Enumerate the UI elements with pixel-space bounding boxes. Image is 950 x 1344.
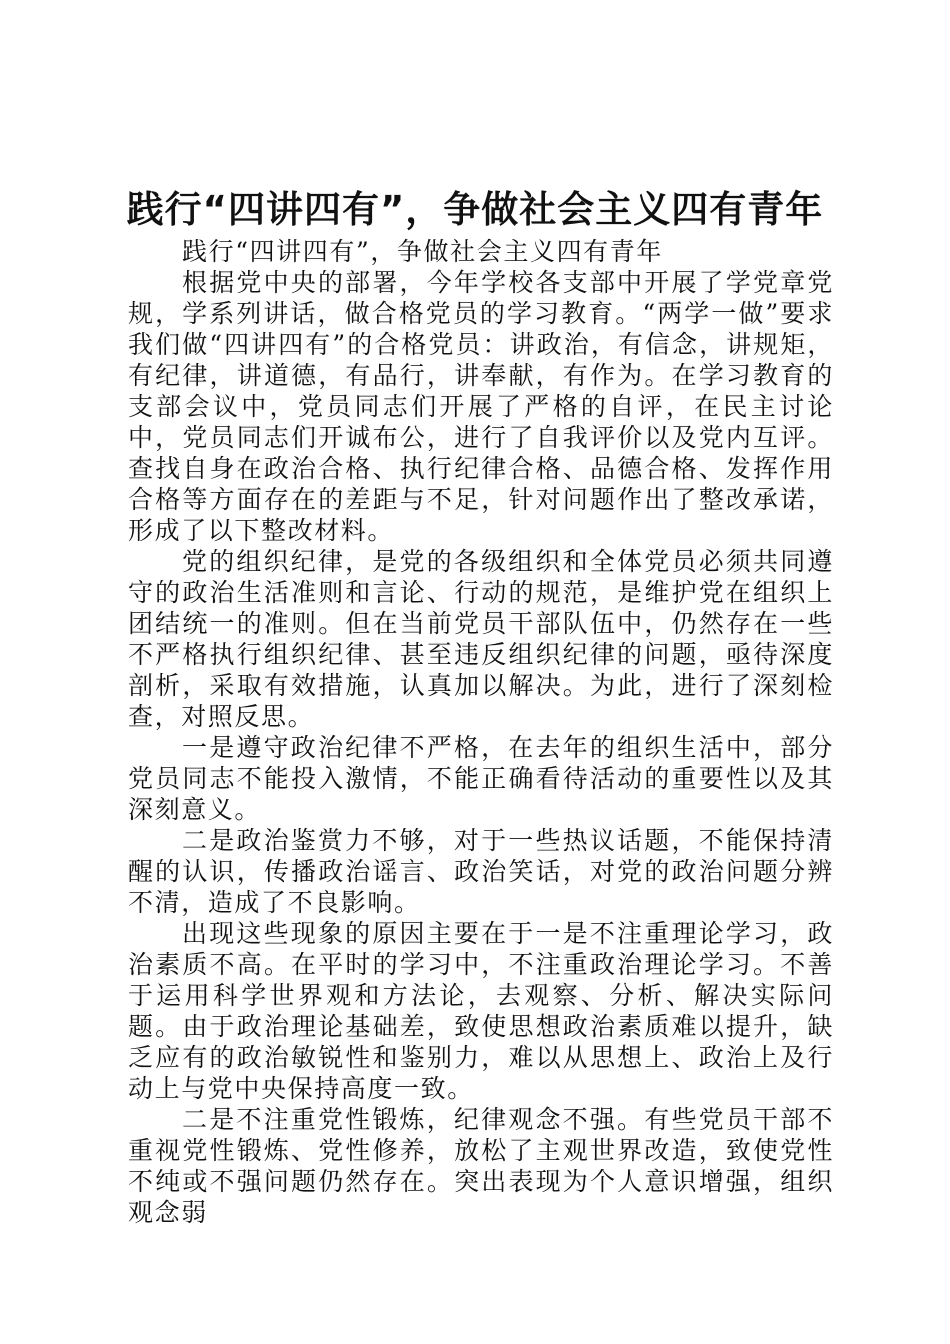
- paragraph-issue-two: 二是政治鉴赏力不够，对于一些热议话题，不能保持清醒的认识，传播政治谣言、政治笑话，对党的政治问题分辨不清，造成了不良影响。: [128, 826, 834, 917]
- paragraph-background: 根据党中央的部署，今年学校各支部中开展了学党章党规，学系列讲话，做合格党员的学习教育。“两学一做”要求我们做“四讲四有”的合格党员：讲政治，有信念，讲规矩，有纪律，讲道德，有品行，讲奉献，有作为。在学习教育的支部会议中，党员同志们开展了严格的自评，在民主讨论中，党员同志们开诚布公，进行了自我评价以及党内互评。查找自身在政治合格、执行纪律合格、品德合格、发挥作用合格等方面存在的差距与不足，针对问题作出了整改承诺，形成了以下整改材料。: [128, 268, 834, 545]
- document-body: [128, 236, 834, 1228]
- paragraph-organizational-discipline: 党的组织纪律，是党的各级组织和全体党员必须共同遵守的政治生活准则和言论、行动的规范，是维护党在组织上团结统一的准则。但在当前党员干部队伍中，仍然存在一些不严格执行组织纪律、甚至违反组织纪律的问题，亟待深度剖析，采取有效措施，认真加以解决。为此，进行了深刻检查，对照反思。: [128, 547, 834, 731]
- paragraph-subtitle: 践行“四讲四有”，争做社会主义四有青年: [182, 237, 663, 266]
- paragraph-issue-one: 一是遵守政治纪律不严格，在去年的组织生活中，部分党员同志不能投入激情，不能正确看待活动的重要性以及其深刻意义。: [128, 733, 834, 824]
- document-title: 践行“四讲四有”，争做社会主义四有青年: [126, 188, 824, 231]
- paragraph-cause-one: 出现这些现象的原因主要在于一是不注重理论学习，政治素质不高。在平时的学习中，不注重政治理论学习。不善于运用科学世界观和方法论，去观察、分析、解决实际问题。由于政治理论基础差，致使思想政治素质难以提升，缺乏应有的政治敏锐性和鉴别力，难以从思想上、政治上及行动上与党中央保持高度一致。: [128, 919, 834, 1103]
- paragraph-cause-two: 二是不注重党性锻炼，纪律观念不强。有些党员干部不重视党性锻炼、党性修养，放松了主观世界改造，致使党性不纯或不强问题仍然存在。突出表现为个人意识增强，组织观念弱: [128, 1105, 834, 1227]
